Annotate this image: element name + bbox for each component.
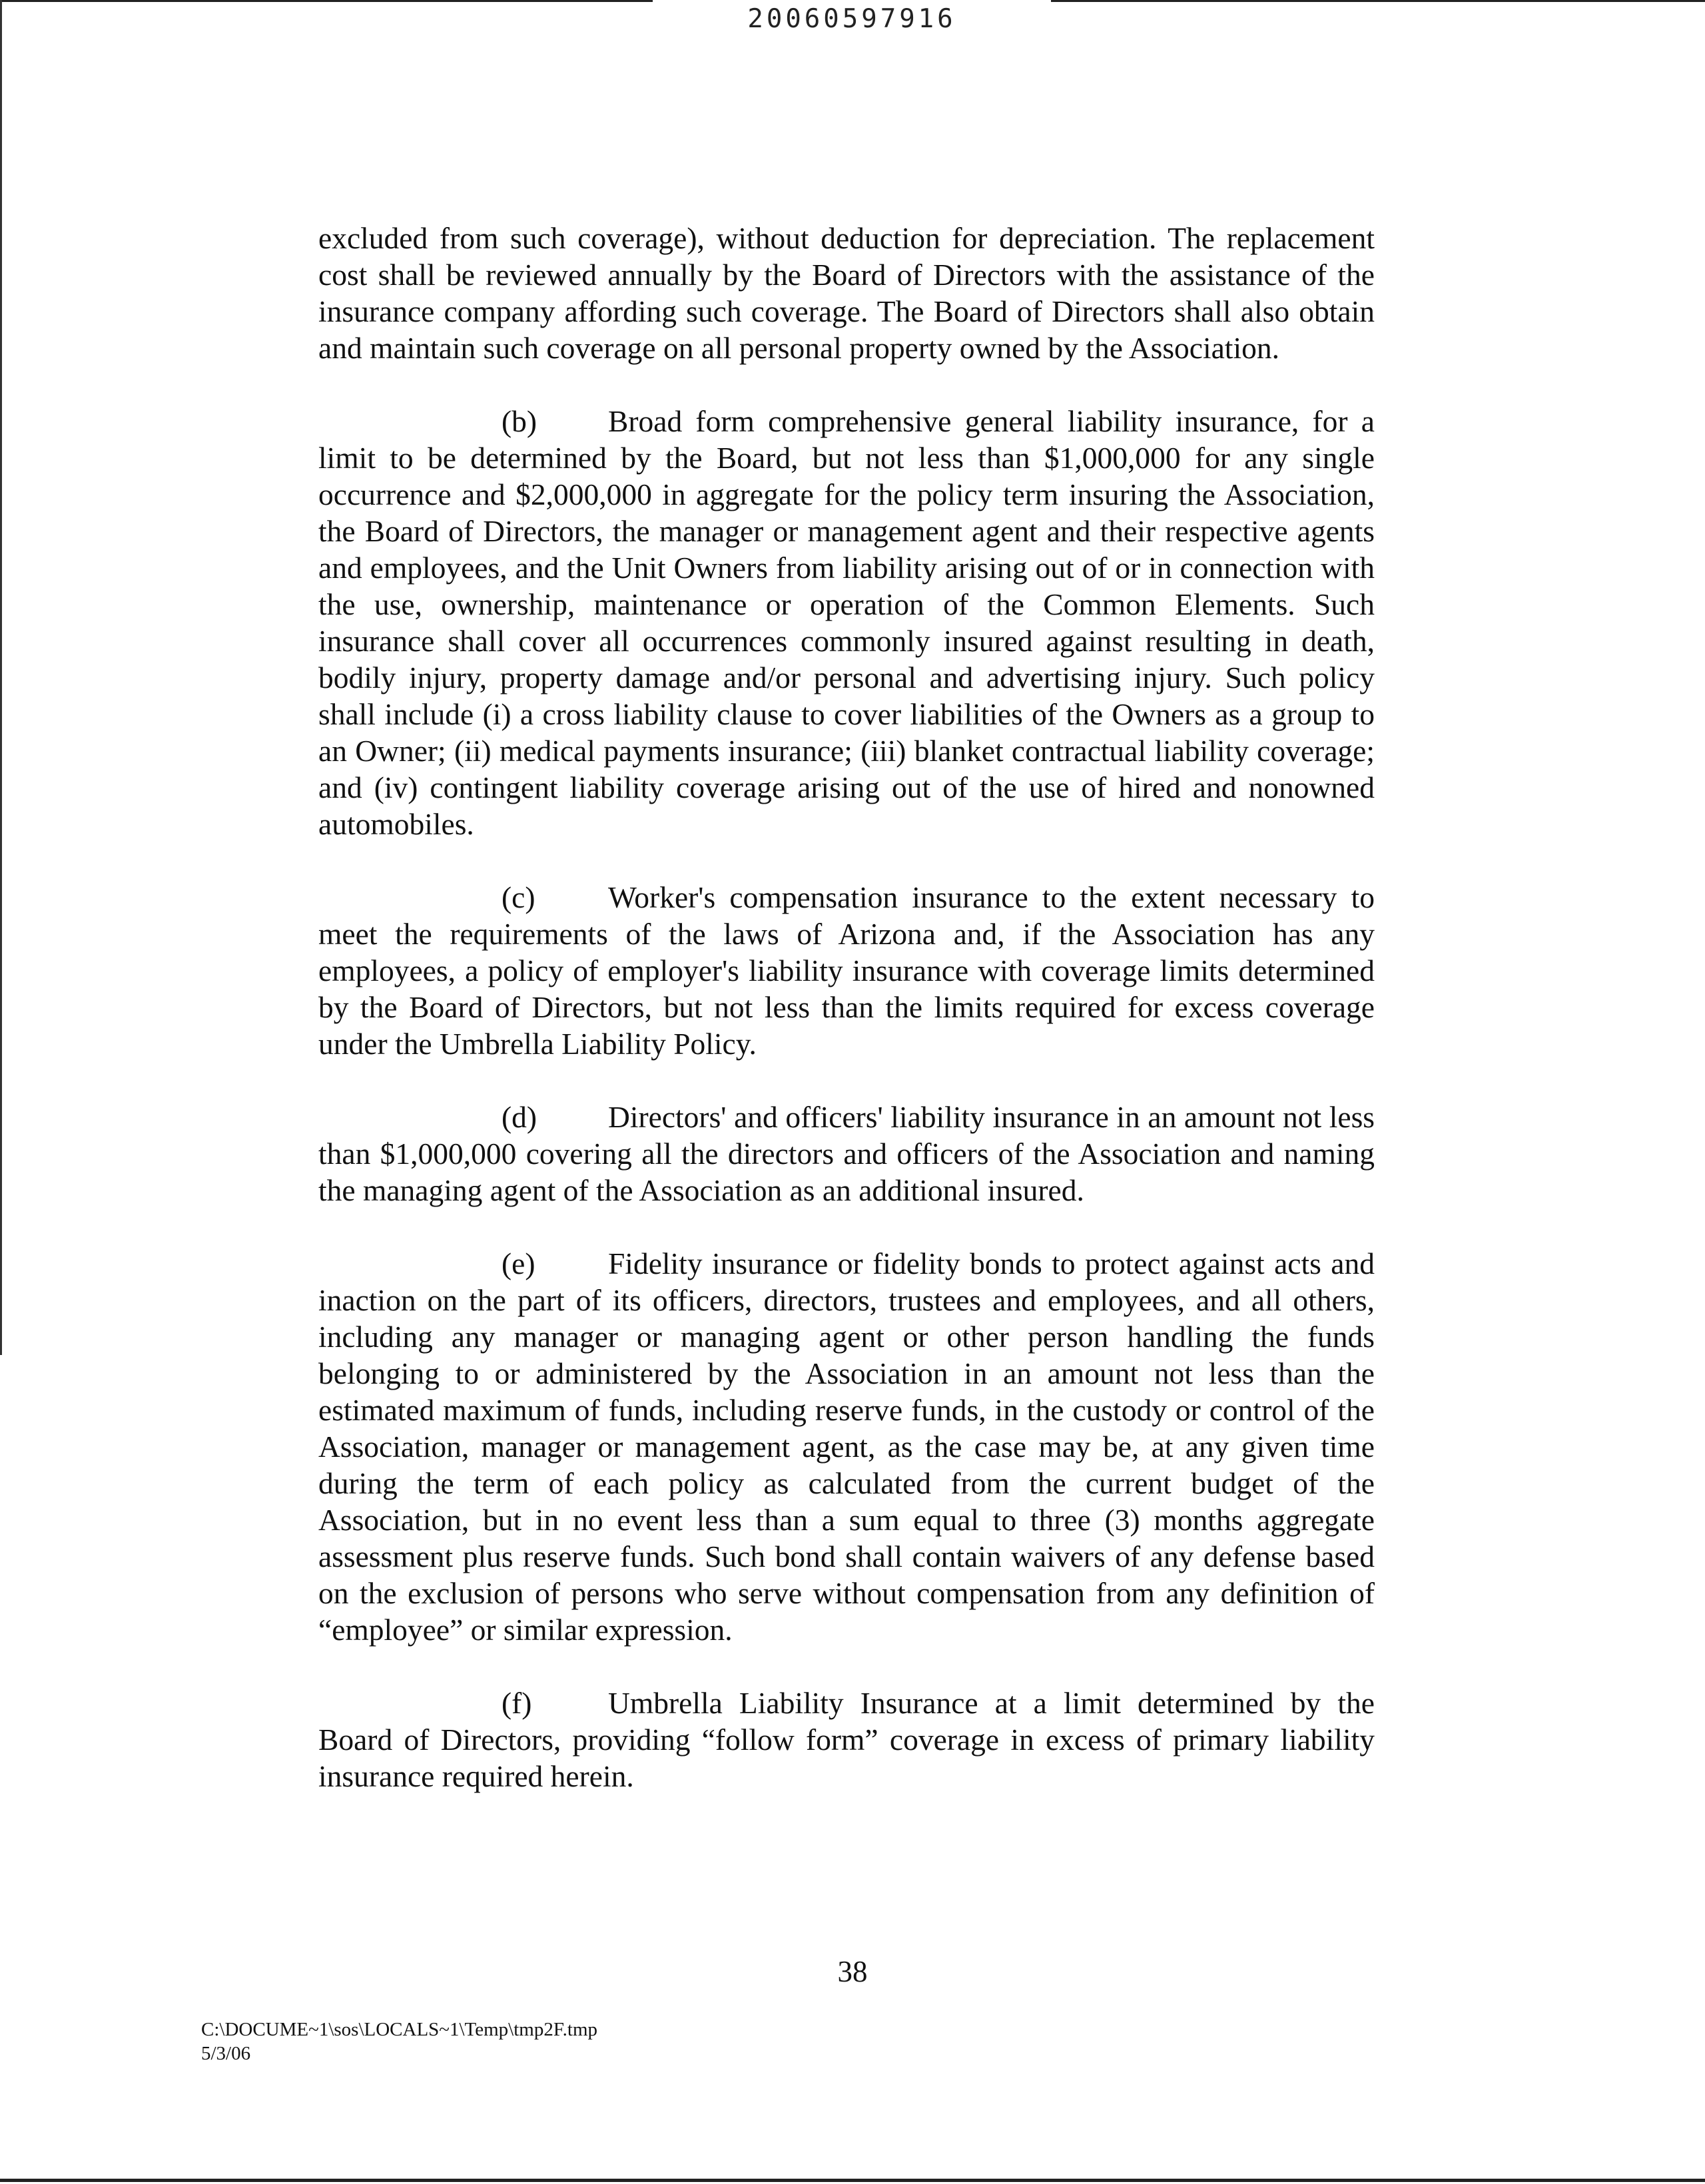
paragraph-d	[318, 1099, 1375, 1209]
paragraph-label: (f)	[502, 1686, 532, 1720]
paragraph-label: (e)	[502, 1246, 535, 1280]
footer-date: 5/3/06	[201, 2043, 251, 2064]
document-number: 20060597916	[747, 4, 956, 34]
page-number: 38	[837, 1955, 868, 1988]
paragraph-text: Umbrella Liability Insurance at a limit determined by the Board of Directors, providing “follow form” coverage in excess of primary liability insurance required herein.	[318, 1686, 1375, 1793]
paragraph-text: Broad form comprehensive general liability insurance, for a limit to be determined by the Board, but not less than $1,000,000 for any single occurrence and $2,000,000 in aggregate for the policy term insuring the Association, the Board of Directors, the manager or management agent and their respective agents and employees, and the Unit Owners from liability arising out of or in connection with the use, ownership, maintenance or operation of the Common Elements. Such insurance shall cover all occurrences commonly insured against resulting in death, bodily injury, property damage and/or personal and advertising injury. Such policy shall include (i) a cross liability clause to cover liabilities of the Owners as a group to an Owner; (ii) medical payments insurance; (iii) blanket contractual liability coverage; and (iv) contingent liability coverage arising out of the use of hired and nonowned automobiles.	[318, 404, 1375, 841]
body-text	[318, 220, 1375, 1831]
paragraph-text: Worker's compensation insurance to the extent necessary to meet the requirements of the laws of Arizona and, if the Association has any employees, a policy of employer's liability insurance with coverage limits determined by the Board of Directors, but not less than the limits required for excess coverage under the Umbrella Liability Policy.	[318, 880, 1375, 1061]
top-border-right	[1051, 0, 1705, 2]
paragraph-label: (b)	[502, 404, 537, 438]
paragraph-text: Fidelity insurance or fidelity bonds to protect against acts and inaction on the part of its officers, directors, trustees and employees, and all others, including any manager or managing agent or other person handling the funds belonging to or administered by the Association in an amount not less than the estimated maximum of funds, including reserve funds, in the custody or control of the Association, manager or management agent, as the case may be, at any given time during the term of each policy as calculated from the current budget of the Association, but in no event less than a sum equal to three (3) months aggregate assessment plus reserve funds. Such bond shall contain waivers of any defense based on the exclusion of persons who serve without compensation from any definition of “employee” or similar expression.	[318, 1246, 1375, 1647]
paragraph-label: (d)	[502, 1100, 537, 1134]
footer-file-path: C:\DOCUME~1\sos\LOCALS~1\Temp\tmp2F.tmp	[201, 2019, 597, 2040]
paragraph-label: (c)	[502, 880, 535, 914]
paragraph-intro: excluded from such coverage), without deduction for depreciation. The replacement cost shall be reviewed annually by the Board of Directors with the assistance of the insurance company affording such coverage. The Board of Directors shall also obtain and maintain such coverage on all personal property owned by the Association.	[318, 221, 1375, 365]
left-border	[0, 0, 2, 1355]
paragraph-c	[318, 879, 1375, 1062]
top-border-left	[0, 0, 653, 2]
paragraph-f	[318, 1685, 1375, 1794]
paragraph-b	[318, 403, 1375, 842]
paragraph-text: Directors' and officers' liability insurance in an amount not less than $1,000,000 covering all the directors and officers of the Association and naming the managing agent of the Association as an additional insured.	[318, 1100, 1375, 1207]
bottom-border	[0, 2179, 1705, 2182]
footer	[201, 2018, 597, 2065]
paragraph-e	[318, 1245, 1375, 1648]
